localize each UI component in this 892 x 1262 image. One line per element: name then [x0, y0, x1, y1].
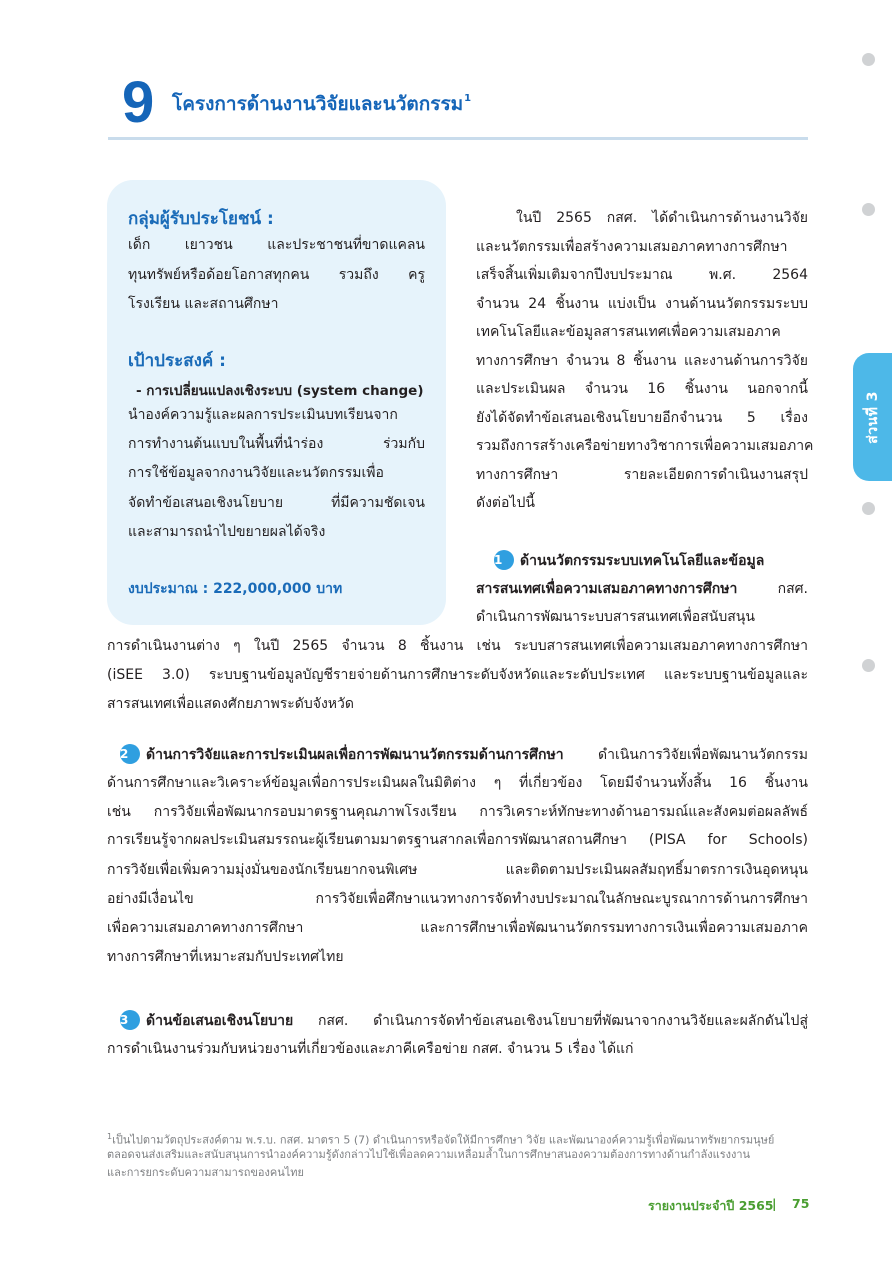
section-2-number-badge: 2 — [120, 744, 140, 764]
objective-line: การใช้ข้อมูลจากงานวิจัยและนวัตกรรมเพื่อ — [128, 465, 384, 481]
intro-line: จำนวน 24 ชิ้นงาน แบ่งเป็น งานด้านนวัตกรรมระบบ — [476, 296, 808, 312]
beneficiaries-heading: กลุ่มผู้รับประโยชน์ : — [128, 209, 274, 229]
side-nav-dot — [862, 53, 875, 66]
section-1-text: กสศ. — [737, 581, 808, 597]
section-1-line: การดำเนินงานต่าง ๆ ในปี 2565 จำนวน 8 ชิ้นงาน เช่น ระบบสารสนเทศเพื่อความเสมอภาคทางการศึกษา — [107, 638, 808, 654]
objective-line: การทำงานต้นแบบในพื้นที่นำร่อง ร่วมกับ — [128, 436, 425, 452]
section-2-heading: ด้านการวิจัยและการประเมินผลเพื่อการพัฒนานวัตกรรมด้านการศึกษา — [146, 747, 564, 763]
intro-line: เทคโนโลยีและข้อมูลสารสนเทศเพื่อความเสมอภาค — [476, 324, 781, 340]
footnote-line: และการยกระดับความสามารถของคนไทย — [107, 1166, 304, 1179]
section-3-text: กสศ. ดำเนินการจัดทำข้อเสนอเชิงนโยบายที่พัฒนาจากงานวิจัยและผลักดันไปสู่ — [293, 1013, 808, 1029]
section-1-heading: ด้านนวัตกรรมระบบเทคโนโลยีและข้อมูล — [520, 553, 765, 569]
footnote-marker: 1 — [464, 93, 472, 104]
section-2-line: อย่างมีเงื่อนไข การวิจัยเพื่อศึกษาแนวทางการจัดทำงบประมาณในลักษณะบูรณาการด้านการศึกษา — [107, 891, 808, 907]
footnote-mark: 1 — [107, 1132, 113, 1141]
chapter-title-text: โครงการด้านงานวิจัยและนวัตกรรม — [172, 93, 464, 115]
section-2-line: ทางการศึกษาที่เหมาะสมกับประเทศไทย — [107, 949, 344, 965]
report-label: รายงานประจำปี 2565 — [648, 1198, 774, 1213]
section-1-number-badge: 1 — [494, 550, 514, 570]
chapter-title — [172, 89, 471, 119]
section-1-line: ดำเนินการพัฒนาระบบสารสนเทศเพื่อสนับสนุน — [476, 609, 755, 625]
intro-line: ทางการศึกษา รายละเอียดการดำเนินงานสรุป — [476, 467, 808, 483]
objective-line: จัดทำข้อเสนอเชิงนโยบาย ที่มีความชัดเจน — [128, 495, 425, 511]
title-divider — [108, 137, 808, 140]
side-nav-dot — [862, 502, 875, 515]
objective-line: นำองค์ความรู้และผลการประเมินบทเรียนจาก — [128, 407, 398, 423]
section-2-text: ดำเนินการวิจัยเพื่อพัฒนานวัตกรรม — [563, 747, 808, 763]
intro-line: ในปี 2565 กสศ. ได้ดำเนินการด้านงานวิจัย — [516, 210, 808, 226]
page-number: 75 — [792, 1196, 810, 1211]
beneficiaries-line: โรงเรียน และสถานศึกษา — [128, 296, 279, 312]
section-1-line: สารสนเทศเพื่อแสดงศักยภาพระดับจังหวัด — [107, 696, 354, 712]
side-nav-dot — [862, 659, 875, 672]
intro-line: และนวัตกรรมเพื่อสร้างความเสมอภาคทางการศึกษา — [476, 239, 788, 255]
footer-separator: | — [772, 1196, 777, 1211]
section-2-line: การวิจัยเพื่อเพิ่มความมุ่งมั่นของนักเรียนยากจนพิเศษ และติดตามประเมินผลสัมฤทธิ์มาตรการเงินอุดหนุน — [107, 862, 808, 878]
intro-line: ทางการศึกษา จำนวน 8 ชิ้นงาน และงานด้านการวิจัย — [476, 353, 808, 369]
objective-line: และสามารถนำไปขยายผลได้จริง — [128, 524, 326, 540]
side-nav-dot — [862, 203, 875, 216]
section-1-line: (iSEE 3.0) ระบบฐานข้อมูลบัญชีรายจ่ายด้านการศึกษาระดับจังหวัดและระดับประเทศ และระบบฐานข้อมูลและ — [107, 667, 808, 683]
intro-line: และประเมินผล จำนวน 16 ชิ้นงาน นอกจากนี้ — [476, 381, 808, 397]
section-3-heading: ด้านข้อเสนอเชิงนโยบาย — [146, 1013, 294, 1029]
section-2-line: เช่น การวิจัยเพื่อพัฒนากรอบมาตรฐานคุณภาพโรงเรียน การวิเคราะห์ทักษะทางด้านอารมณ์และสังคมต่อผลลัพธ์ — [107, 804, 808, 820]
beneficiaries-line: เด็ก เยาวชน และประชาชนที่ขาดแคลน — [128, 237, 425, 253]
section-1-heading-cont: สารสนเทศเพื่อความเสมอภาคทางการศึกษา — [476, 581, 738, 597]
budget-label: งบประมาณ : 222,000,000 บาท — [128, 581, 343, 597]
footnote-line: ตลอดจนส่งเสริมและสนับสนุนการนำองค์ความรู้ดังกล่าวไปใช้เพื่อลดความเหลื่อมล้ำในการศึกษาสนองความต้องการทางด้านกำลังแรงงาน — [107, 1148, 751, 1161]
intro-line: ยังได้จัดทำข้อเสนอเชิงนโยบายอีกจำนวน 5 เรื่อง — [476, 410, 808, 426]
section-2-line: เพื่อความเสมอภาคทางการศึกษา และการศึกษาเพื่อพัฒนานวัตกรรมทางการเงินเพื่อความเสมอภาค — [107, 920, 808, 936]
section-3-line: การดำเนินงานร่วมกับหน่วยงานที่เกี่ยวข้องและภาคีเครือข่าย กสศ. จำนวน 5 เรื่อง ได้แก่ — [107, 1041, 634, 1057]
section-3-heading-line — [120, 1010, 808, 1031]
beneficiaries-line: ทุนทรัพย์หรือด้อยโอกาสทุกคน รวมถึง ครู — [128, 267, 425, 283]
chapter-number: 9 — [122, 70, 155, 135]
section-2-heading-line — [120, 744, 808, 765]
objective-bold-line: - การเปลี่ยนแปลงเชิงระบบ (system change) — [136, 383, 424, 399]
section-1-line — [476, 579, 808, 599]
section-tab-label: ส่วนที่ 3 — [864, 390, 881, 444]
section-2-line: การเรียนรู้จากผลประเมินสมรรถนะผู้เรียนตามมาตรฐานสากลเพื่อการพัฒนาสถานศึกษา (PISA for Schools) — [107, 832, 808, 848]
intro-line: ดังต่อไปนี้ — [476, 495, 535, 511]
section-tab[interactable] — [853, 353, 892, 481]
section-1-heading-line — [494, 550, 808, 571]
section-2-line: ด้านการศึกษาและวิเคราะห์ข้อมูลเพื่อการประเมินผลในมิติต่าง ๆ ที่เกี่ยวข้อง โดยมีจำนวนทั้งสิ้น 16 ชิ้นงาน — [107, 775, 808, 791]
intro-line: เสร็จสิ้นเพิ่มเติมจากปีงบประมาณ พ.ศ. 2564 — [476, 267, 808, 283]
footnote-text: เป็นไปตามวัตถุประสงค์ตาม พ.ร.บ. กสศ. มาตรา 5 (7) ดำเนินการหรือจัดให้มีการศึกษา วิจัย และพัฒนาองค์ความรู้เพื่อพัฒนาทรัพยากรมนุษย์ — [112, 1133, 775, 1147]
section-3-number-badge: 3 — [120, 1010, 140, 1030]
objective-heading: เป้าประสงค์ : — [128, 351, 226, 371]
intro-line: รวมถึงการสร้างเครือข่ายทางวิชาการเพื่อความเสมอภาค — [476, 438, 814, 454]
